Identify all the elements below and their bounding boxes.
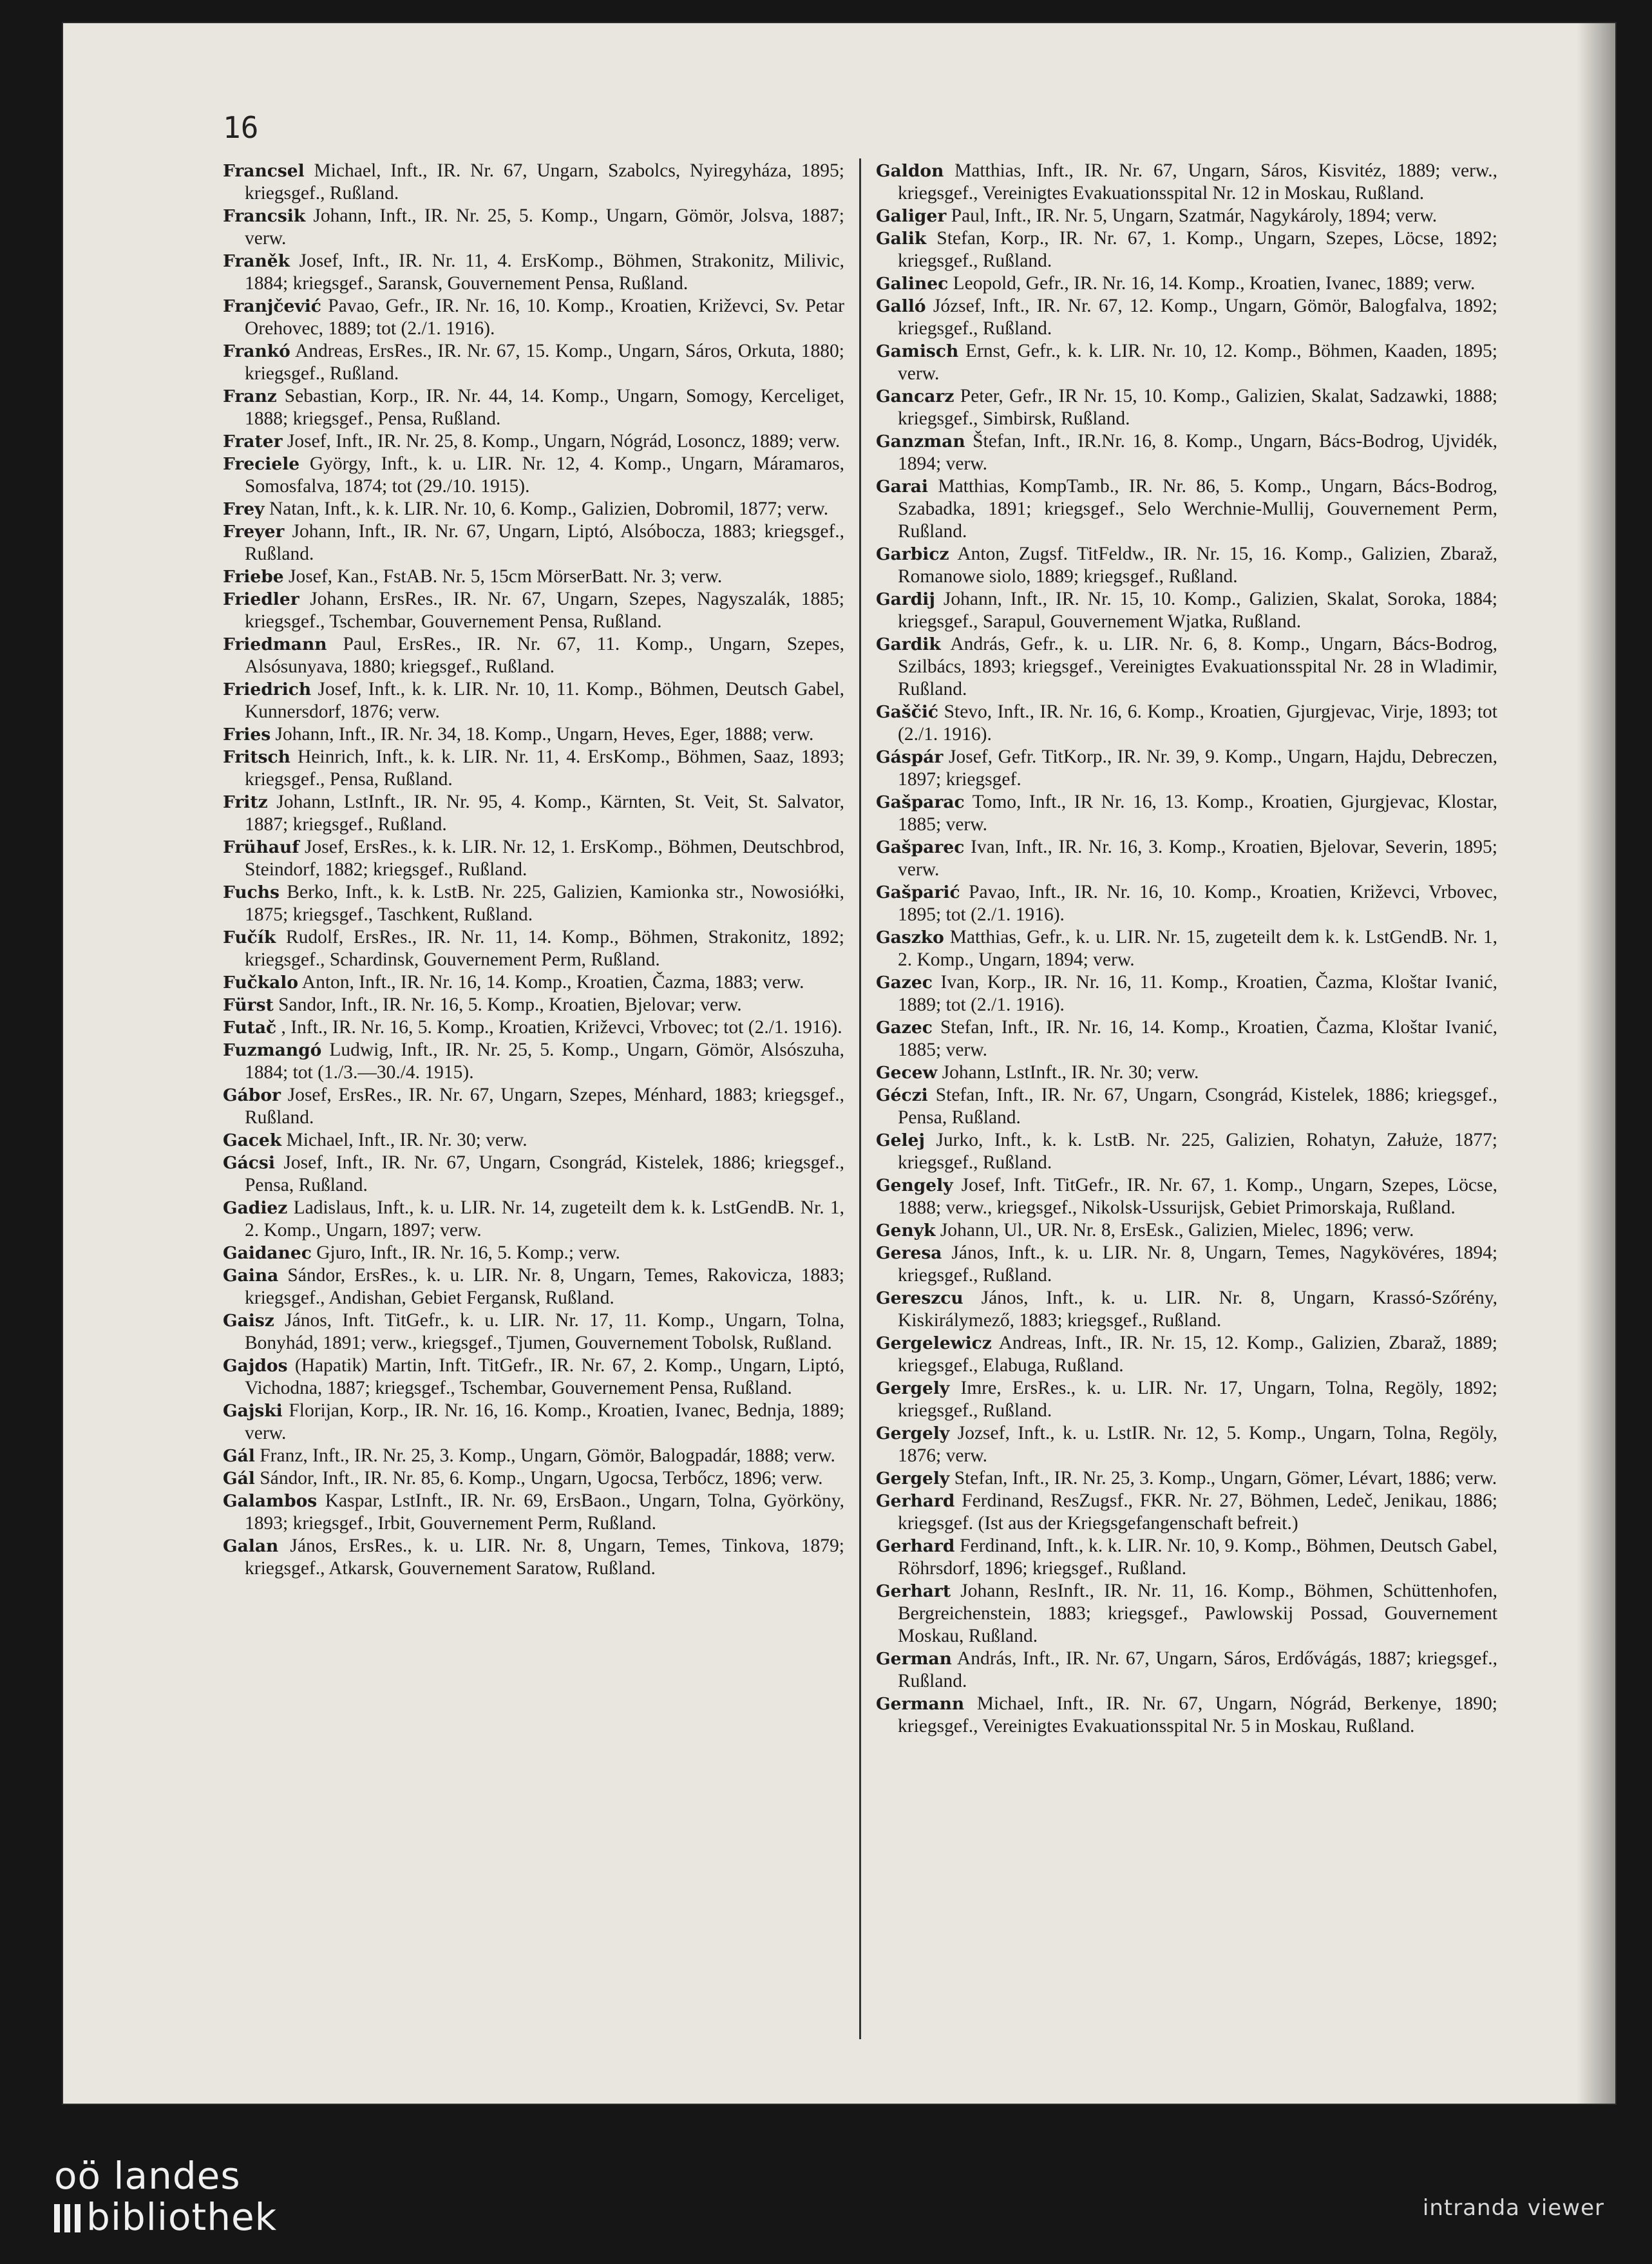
left-column — [223, 160, 844, 2021]
entry-surname: Gardik — [876, 634, 941, 654]
register-entry — [876, 340, 1497, 385]
entry-surname: Gazec — [876, 973, 933, 993]
register-entry — [223, 295, 844, 340]
register-entry — [876, 971, 1497, 1016]
entry-details: Ludwig, Inft., IR. Nr. 25, 5. Komp., Ungarn, Gömör, Alsószuha, 1884; tot (1./3.—30./4. 1915). — [245, 1040, 844, 1083]
entry-details: Michael, Inft., IR. Nr. 67, Ungarn, Nógrád, Berkenye, 1890; kriegsgef., Vereinigtes Evakuationsspital Nr. 5 in Moskau, Rußland. — [898, 1693, 1497, 1736]
logo-line-1: oö landes — [54, 2154, 241, 2198]
register-entry — [876, 746, 1497, 791]
entry-details: János, Inft. TitGefr., k. u. LIR. Nr. 17, 11. Komp., Ungarn, Tolna, Bonyhád, 1891; verw., kriegsgef., Tjumen, Gouvernement Tobolsk, Rußland. — [245, 1310, 844, 1353]
entry-surname: Fuchs — [223, 882, 280, 902]
register-entry — [876, 272, 1497, 295]
register-entry — [876, 1332, 1497, 1377]
entry-surname: Gacek — [223, 1130, 282, 1150]
register-entry — [223, 520, 844, 566]
register-entry — [223, 160, 844, 205]
entry-surname: Gecew — [876, 1063, 938, 1083]
entry-details: György, Inft., k. u. LIR. Nr. 12, 4. Komp., Ungarn, Máramaros, Somosfalva, 1874; tot (29./10. 1915). — [245, 453, 844, 497]
register-entry — [876, 633, 1497, 701]
register-entry — [876, 1467, 1497, 1490]
entry-surname: Frankó — [223, 341, 290, 361]
entry-details: Ivan, Korp., IR. Nr. 16, 11. Komp., Kroatien, Čazma, Kloštar Ivanić, 1889; tot (2./1. 1916). — [898, 972, 1497, 1015]
entry-details: (Hapatik) Martin, Inft. TitGefr., IR. Nr. 67, 2. Komp., Ungarn, Liptó, Vichodna, 1887; kriegsgef., Tschembar, Gouvernement Pensa, Rußland. — [245, 1355, 844, 1398]
entry-details: Michael, Inft., IR. Nr. 30; verw. — [286, 1130, 527, 1150]
entry-details: Imre, ErsRes., k. u. LIR. Nr. 17, Ungarn, Tolna, Regöly, 1892; kriegsgef., Rußland. — [898, 1378, 1497, 1421]
entry-details: Ivan, Inft., IR. Nr. 16, 3. Komp., Kroatien, Bjelovar, Severin, 1895; verw. — [898, 837, 1497, 880]
entry-surname: Fučkalo — [223, 973, 299, 993]
register-entry — [223, 1355, 844, 1400]
entry-surname: Gáspár — [876, 747, 944, 767]
entry-details: Pavao, Gefr., IR. Nr. 16, 10. Komp., Kroatien, Križevci, Sv. Petar Orehovec, 1889; tot (2./1. 1916). — [245, 296, 844, 339]
entry-details: Anton, Inft., IR. Nr. 16, 14. Komp., Kroatien, Čazma, 1883; verw. — [301, 972, 804, 993]
entry-details: Stefan, Inft., IR. Nr. 16, 14. Komp., Kroatien, Čazma, Kloštar Ivanić, 1885; verw. — [898, 1017, 1497, 1060]
register-entry — [876, 160, 1497, 205]
entry-details: Stefan, Inft., IR. Nr. 67, Ungarn, Csongrád, Kistelek, 1886; kriegsgef., Pensa, Rußland. — [898, 1085, 1497, 1128]
entry-surname: Gál — [223, 1446, 255, 1466]
register-entry — [223, 205, 844, 250]
entry-details: Michael, Inft., IR. Nr. 67, Ungarn, Szabolcs, Nyiregyháza, 1895; kriegsgef., Rußland. — [245, 160, 844, 204]
entry-details: Johann, LstInft., IR. Nr. 30; verw. — [942, 1062, 1199, 1083]
entry-details: Stefan, Korp., IR. Nr. 67, 1. Komp., Ungarn, Szepes, Löcse, 1892; kriegsgef., Rußland. — [898, 228, 1497, 271]
entry-surname: Gaisz — [223, 1311, 274, 1331]
register-entry — [876, 1580, 1497, 1648]
entry-details: Gjuro, Inft., IR. Nr. 16, 5. Komp.; verw. — [316, 1242, 620, 1263]
entry-details: Ernst, Gefr., k. k. LIR. Nr. 10, 12. Komp., Böhmen, Kaaden, 1895; verw. — [898, 341, 1497, 384]
entry-surname: Gadiez — [223, 1198, 288, 1218]
register-entry — [223, 633, 844, 678]
entry-surname: Gaszko — [876, 927, 944, 947]
entry-surname: Fürst — [223, 995, 274, 1015]
entry-details: Josef, Gefr. TitKorp., IR. Nr. 39, 9. Komp., Ungarn, Hajdu, Debreczen, 1897; kriegsgef. — [898, 747, 1497, 790]
entry-surname: Gergelewicz — [876, 1333, 992, 1353]
entry-details: Andreas, ErsRes., IR. Nr. 67, 15. Komp., Ungarn, Sáros, Orkuta, 1880; kriegsgef., Rußland. — [245, 341, 844, 384]
entry-surname: Friedmann — [223, 634, 327, 654]
entry-details: Pavao, Inft., IR. Nr. 16, 10. Komp., Kroatien, Križevci, Vrbovec, 1895; tot (2./1. 1916). — [898, 882, 1497, 925]
register-entry — [876, 385, 1497, 430]
entry-surname: Gábor — [223, 1085, 281, 1105]
entry-surname: Galik — [876, 229, 927, 249]
entry-details: Ladislaus, Inft., k. u. LIR. Nr. 14, zugeteilt dem k. k. LstGendB. Nr. 1, 2. Komp., Ungarn, 1897; verw. — [245, 1197, 844, 1241]
entry-surname: Frey — [223, 499, 265, 519]
entry-details: Josef, Inft., IR. Nr. 25, 8. Komp., Ungarn, Nógrád, Losoncz, 1889; verw. — [287, 431, 840, 452]
entry-details: Tomo, Inft., IR Nr. 16, 13. Komp., Kroatien, Gjurgjevac, Klostar, 1885; verw. — [898, 792, 1497, 835]
entry-details: Sandor, Inft., IR. Nr. 16, 5. Komp., Kroatien, Bjelovar; verw. — [278, 994, 742, 1015]
register-entry — [223, 250, 844, 295]
entry-surname: Garai — [876, 477, 929, 497]
register-entry — [876, 836, 1497, 881]
register-entry — [876, 1535, 1497, 1580]
entry-surname: Gamisch — [876, 341, 959, 361]
register-entry — [223, 498, 844, 520]
entry-surname: Gaidanec — [223, 1243, 312, 1263]
entry-surname: Frühauf — [223, 837, 299, 857]
entry-surname: Gerhart — [876, 1581, 951, 1601]
register-entry — [876, 1648, 1497, 1693]
entry-surname: Galinec — [876, 274, 949, 294]
entry-details: Johann, Ul., UR. Nr. 8, ErsEsk., Galizien, Mielec, 1896; verw. — [940, 1220, 1414, 1241]
register-entry — [223, 588, 844, 633]
register-entry — [223, 340, 844, 385]
entry-details: Johann, Inft., IR. Nr. 25, 5. Komp., Ungarn, Gömör, Jolsva, 1887; verw. — [245, 205, 844, 249]
register-entry — [876, 1129, 1497, 1174]
register-entry — [223, 1264, 844, 1309]
document-page — [63, 23, 1615, 2104]
entry-surname: Futač — [223, 1018, 277, 1038]
entry-surname: Gašparić — [876, 882, 960, 902]
entry-details: Franz, Inft., IR. Nr. 25, 3. Komp., Ungarn, Gömör, Balogpadár, 1888; verw. — [260, 1445, 835, 1466]
entry-details: Josef, Inft., IR. Nr. 67, Ungarn, Csongrád, Kistelek, 1886; kriegsgef., Pensa, Rußland. — [245, 1152, 844, 1195]
entry-surname: Friebe — [223, 567, 284, 587]
register-entry — [223, 1084, 844, 1129]
entry-surname: Gazec — [876, 1018, 933, 1038]
entry-surname: Genyk — [876, 1221, 936, 1241]
register-entry — [223, 566, 844, 588]
entry-details: Josef, Inft. TitGefr., IR. Nr. 67, 1. Komp., Ungarn, Szepes, Löcse, 1888; verw., kriegsgef., Nikolsk-Ussurijsk, Gebiet Primorskaja, Rußland. — [898, 1175, 1497, 1218]
entry-surname: Franz — [223, 386, 277, 406]
register-entry — [876, 1490, 1497, 1535]
viewer-label: intranda viewer — [1422, 2195, 1604, 2221]
register-entry — [223, 1242, 844, 1264]
register-entry — [223, 1152, 844, 1197]
page-number: 16 — [223, 110, 259, 145]
entry-details: Johann, Inft., IR. Nr. 15, 10. Komp., Galizien, Skalat, Soroka, 1884; kriegsgef., Sarapul, Gouvernement Wjatka, Rußland. — [898, 589, 1497, 632]
register-entry — [223, 723, 844, 746]
entry-surname: Gergely — [876, 1378, 950, 1398]
entry-surname: Galdon — [876, 161, 944, 181]
register-entry — [876, 1287, 1497, 1332]
entry-surname: Gerhard — [876, 1491, 955, 1511]
register-entry — [223, 881, 844, 926]
logo-line-2: bibliothek — [86, 2195, 278, 2239]
entry-details: Johann, ResInft., IR. Nr. 11, 16. Komp., Böhmen, Schüttenhofen, Bergreichenstein, 1883; kriegsgef., Pawlowskij Possad, Gouvernement Moskau, Rußland. — [898, 1581, 1497, 1646]
entry-surname: Francsik — [223, 206, 306, 226]
library-logo[interactable] — [54, 2155, 277, 2238]
register-entry — [876, 926, 1497, 971]
entry-surname: Galambos — [223, 1491, 318, 1511]
entry-surname: Gereszcu — [876, 1288, 964, 1308]
register-entry — [223, 1445, 844, 1467]
entry-surname: Gaina — [223, 1266, 279, 1286]
entry-surname: Gancarz — [876, 386, 954, 406]
entry-details: János, ErsRes., k. u. LIR. Nr. 8, Ungarn, Temes, Tinkova, 1879; kriegsgef., Atkarsk, Gouvernement Saratow, Rußland. — [245, 1536, 844, 1579]
register-entry — [876, 881, 1497, 926]
entry-surname: Gaščić — [876, 702, 939, 722]
entry-surname: Geresa — [876, 1243, 942, 1263]
entry-surname: Gerhard — [876, 1536, 955, 1556]
register-entry — [876, 1693, 1497, 1738]
entry-surname: Fries — [223, 725, 271, 745]
entry-details: Ferdinand, Inft., k. k. LIR. Nr. 10, 9. Komp., Böhmen, Deutsch Gabel, Röhrsdorf, 1896; kriegsgef., Rußland. — [898, 1536, 1497, 1579]
register-entry — [876, 588, 1497, 633]
register-entry — [223, 1467, 844, 1490]
register-entry — [876, 1174, 1497, 1219]
entry-surname: Gál — [223, 1469, 255, 1489]
register-entry — [223, 1309, 844, 1355]
register-entry — [876, 1061, 1497, 1084]
register-entry — [223, 1535, 844, 1580]
entry-details: Peter, Gefr., IR Nr. 15, 10. Komp., Galizien, Skalat, Sadzawki, 1888; kriegsgef., Simbirsk, Rußland. — [898, 386, 1497, 429]
register-entry — [876, 205, 1497, 227]
entry-surname: Frater — [223, 432, 283, 452]
entry-details: Jurko, Inft., k. k. LstB. Nr. 225, Galizien, Rohatyn, Załuże, 1877; kriegsgef., Rußland. — [898, 1130, 1497, 1173]
entry-surname: German — [876, 1649, 952, 1669]
entry-details: Josef, Inft., IR. Nr. 11, 4. ErsKomp., Böhmen, Strakonitz, Milivic, 1884; kriegsgef., Saransk, Gouvernement Pensa, Rußland. — [245, 251, 844, 294]
register-entry — [223, 385, 844, 430]
register-entry — [223, 1400, 844, 1445]
entry-surname: Garbicz — [876, 544, 949, 564]
entry-surname: Gengely — [876, 1175, 953, 1195]
entry-details: Johann, LstInft., IR. Nr. 95, 4. Komp., Kärnten, St. Veit, St. Salvator, 1887; kriegsgef., Rußland. — [245, 792, 844, 835]
logo-bars-icon — [54, 2204, 81, 2232]
entry-details: Johann, Inft., IR. Nr. 34, 18. Komp., Ungarn, Heves, Eger, 1888; verw. — [275, 724, 814, 745]
entry-details: Matthias, Gefr., k. u. LIR. Nr. 15, zugeteilt dem k. k. LstGendB. Nr. 1, 2. Komp., Ungarn, 1894; verw. — [898, 927, 1497, 970]
entry-details: József, Inft., IR. Nr. 67, 12. Komp., Ungarn, Gömör, Balogfalva, 1892; kriegsgef., Rußland. — [898, 296, 1497, 339]
entry-surname: Freyer — [223, 522, 285, 542]
entry-surname: Germann — [876, 1694, 965, 1714]
entry-surname: Francsel — [223, 161, 305, 181]
register-entry — [876, 1084, 1497, 1129]
entry-details: Stevo, Inft., IR. Nr. 16, 6. Komp., Kroatien, Gjurgjevac, Virje, 1893; tot (2./1. 1916). — [898, 701, 1497, 745]
entry-surname: Fučík — [223, 927, 276, 947]
entry-surname: Friedler — [223, 589, 299, 609]
register-entry — [876, 543, 1497, 588]
entry-surname: Ganzman — [876, 432, 965, 452]
entry-details: Leopold, Gefr., IR. Nr. 16, 14. Komp., Kroatien, Ivanec, 1889; verw. — [953, 273, 1476, 294]
entry-details: Josef, ErsRes., IR. Nr. 67, Ungarn, Szepes, Ménhard, 1883; kriegsgef., Rußland. — [245, 1085, 844, 1128]
entry-details: Natan, Inft., k. k. LIR. Nr. 10, 6. Komp., Galizien, Dobromil, 1877; verw. — [269, 499, 829, 519]
entry-details: János, Inft., k. u. LIR. Nr. 8, Ungarn, Krassó-Szőrény, Kiskirálymező, 1883; kriegsgef., Rußland. — [898, 1288, 1497, 1331]
entry-details: Kaspar, LstInft., IR. Nr. 69, ErsBaon., Ungarn, Tolna, Györköny, 1893; kriegsgef., Irbit, Gouvernement Perm, Rußland. — [245, 1490, 844, 1534]
entry-details: Sándor, Inft., IR. Nr. 85, 6. Komp., Ungarn, Ugocsa, Terbőcz, 1896; verw. — [260, 1468, 823, 1489]
register-entry — [876, 701, 1497, 746]
register-entry — [223, 791, 844, 836]
register-entry — [876, 1016, 1497, 1061]
entry-details: Sándor, ErsRes., k. u. LIR. Nr. 8, Ungarn, Temes, Rakovicza, 1883; kriegsgef., Andishan, Gebiet Fergansk, Rußland. — [245, 1265, 844, 1308]
entry-surname: Gácsi — [223, 1153, 275, 1173]
register-entry — [876, 1242, 1497, 1287]
register-entry — [223, 1039, 844, 1084]
entry-surname: Gergely — [876, 1423, 950, 1443]
entry-details: Josef, Inft., k. k. LIR. Nr. 10, 11. Komp., Böhmen, Deutsch Gabel, Kunnersdorf, 1876; verw. — [245, 679, 844, 722]
entry-details: Florijan, Korp., IR. Nr. 16, 16. Komp., Kroatien, Ivanec, Bednja, 1889; verw. — [245, 1400, 844, 1443]
entry-details: Heinrich, Inft., k. k. LIR. Nr. 11, 4. ErsKomp., Böhmen, Saaz, 1893; kriegsgef., Pensa, Rußland. — [245, 747, 844, 790]
entry-details: Andreas, Inft., IR. Nr. 15, 12. Komp., Galizien, Zbaraž, 1889; kriegsgef., Elabuga, Rußland. — [898, 1333, 1497, 1376]
entry-details: Berko, Inft., k. k. LstB. Nr. 225, Galizien, Kamionka str., Nowosiółki, 1875; kriegsgef., Taschkent, Rußland. — [245, 882, 844, 925]
entry-surname: Gašparac — [876, 792, 965, 812]
right-column — [876, 160, 1497, 2021]
column-divider — [859, 158, 861, 2039]
entry-surname: Gardij — [876, 589, 935, 609]
entry-surname: Franjčević — [223, 296, 321, 316]
entry-surname: Fritsch — [223, 747, 290, 767]
entry-surname: Gašparec — [876, 837, 965, 857]
register-entry — [876, 227, 1497, 272]
entry-details: Johann, Inft., IR. Nr. 67, Ungarn, Liptó, Alsóbocza, 1883; kriegsgef., Rußland. — [245, 521, 844, 564]
register-entry — [223, 1016, 844, 1039]
entry-surname: Gajdos — [223, 1356, 288, 1376]
entry-details: Anton, Zugsf. TitFeldw., IR. Nr. 15, 16. Komp., Galizien, Zbaraž, Romanowe siolo, 1889; kriegsgef., Rußland. — [898, 544, 1497, 587]
register-entry — [223, 994, 844, 1016]
entry-details: Rudolf, ErsRes., IR. Nr. 11, 14. Komp., Böhmen, Strakonitz, 1892; kriegsgef., Schardinsk, Gouvernement Perm, Rußland. — [245, 927, 844, 970]
register-entry — [876, 430, 1497, 475]
entry-surname: Gelej — [876, 1130, 926, 1150]
entry-surname: Gergely — [876, 1469, 950, 1489]
entry-details: Johann, ErsRes., IR. Nr. 67, Ungarn, Szepes, Nagyszalák, 1885; kriegsgef., Tschembar, Gouvernement Pensa, Rußland. — [245, 589, 844, 632]
register-entry — [223, 746, 844, 791]
entry-surname: Galló — [876, 296, 926, 316]
entry-surname: Fuzmangó — [223, 1040, 322, 1060]
entry-surname: Fritz — [223, 792, 268, 812]
register-entry — [223, 926, 844, 971]
entry-surname: Galiger — [876, 206, 947, 226]
entry-details: Josef, ErsRes., k. k. LIR. Nr. 12, 1. ErsKomp., Böhmen, Deutschbrod, Steindorf, 1882; kriegsgef., Rußland. — [245, 837, 844, 880]
register-entry — [223, 836, 844, 881]
entry-surname: Freciele — [223, 454, 300, 474]
register-entry — [876, 475, 1497, 543]
entry-details: Paul, ErsRes., IR. Nr. 67, 11. Komp., Ungarn, Szepes, Alsósunyava, 1880; kriegsgef., Rußland. — [245, 634, 844, 677]
entry-details: András, Gefr., k. u. LIR. Nr. 6, 8. Komp., Ungarn, Bács-Bodrog, Szilbács, 1893; kriegsgef., Vereinigtes Evakuationsspital Nr. 28 in Wladimir, Rußland. — [898, 634, 1497, 699]
register-entry — [876, 791, 1497, 836]
entry-surname: Gajski — [223, 1401, 283, 1421]
register-entry — [223, 971, 844, 994]
register-entry — [223, 430, 844, 453]
entry-details: András, Inft., IR. Nr. 67, Ungarn, Sáros, Erdővágás, 1887; kriegsgef., Rußland. — [898, 1648, 1497, 1691]
register-entry — [223, 453, 844, 498]
register-entry — [876, 1377, 1497, 1422]
entry-details: János, Inft., k. u. LIR. Nr. 8, Ungarn, Temes, Nagykövéres, 1894; kriegsgef., Rußland. — [898, 1242, 1497, 1286]
entry-details: Matthias, Inft., IR. Nr. 67, Ungarn, Sáros, Kisvitéz, 1889; verw., kriegsgef., Vereinigtes Evakuationsspital Nr. 12 in Moskau, Rußland. — [898, 160, 1497, 204]
entry-details: Štefan, Inft., IR.Nr. 16, 8. Komp., Ungarn, Bács-Bodrog, Ujvidék, 1894; verw. — [898, 431, 1497, 474]
entry-details: Sebastian, Korp., IR. Nr. 44, 14. Komp., Ungarn, Somogy, Kerceliget, 1888; kriegsgef., Pensa, Rußland. — [245, 386, 844, 429]
register-entry — [876, 1422, 1497, 1467]
entry-details: Josef, Kan., FstAB. Nr. 5, 15cm MörserBatt. Nr. 3; verw. — [289, 566, 723, 587]
register-entry — [876, 295, 1497, 340]
register-entry — [876, 1219, 1497, 1242]
register-entry — [223, 1129, 844, 1152]
entry-details: Jozsef, Inft., k. u. LstIR. Nr. 12, 5. Komp., Ungarn, Tolna, Regöly, 1876; verw. — [898, 1423, 1497, 1466]
entry-details: , Inft., IR. Nr. 16, 5. Komp., Kroatien, Križevci, Vrbovec; tot (2./1. 1916). — [281, 1017, 842, 1038]
entry-surname: Géczi — [876, 1085, 928, 1105]
entry-details: Ferdinand, ResZugsf., FKR. Nr. 27, Böhmen, Ledeč, Jenikau, 1886; kriegsgef. (Ist aus der Kriegsgefangenschaft befreit.) — [898, 1490, 1497, 1534]
entry-details: Stefan, Inft., IR. Nr. 25, 3. Komp., Ungarn, Gömer, Lévart, 1886; verw. — [954, 1468, 1497, 1489]
entry-details: Matthias, KompTamb., IR. Nr. 86, 5. Komp., Ungarn, Bács-Bodrog, Szabadka, 1891; kriegsgef., Selo Werchnie-Mullij, Gouvernement Perm, Rußland. — [898, 476, 1497, 542]
entry-surname: Galan — [223, 1536, 279, 1556]
register-entry — [223, 678, 844, 723]
register-entry — [223, 1197, 844, 1242]
register-entry — [223, 1490, 844, 1535]
entry-details: Paul, Inft., IR. Nr. 5, Ungarn, Szatmár, Nagykároly, 1894; verw. — [951, 205, 1438, 226]
entry-surname: Franěk — [223, 251, 290, 271]
entry-surname: Friedrich — [223, 680, 312, 699]
